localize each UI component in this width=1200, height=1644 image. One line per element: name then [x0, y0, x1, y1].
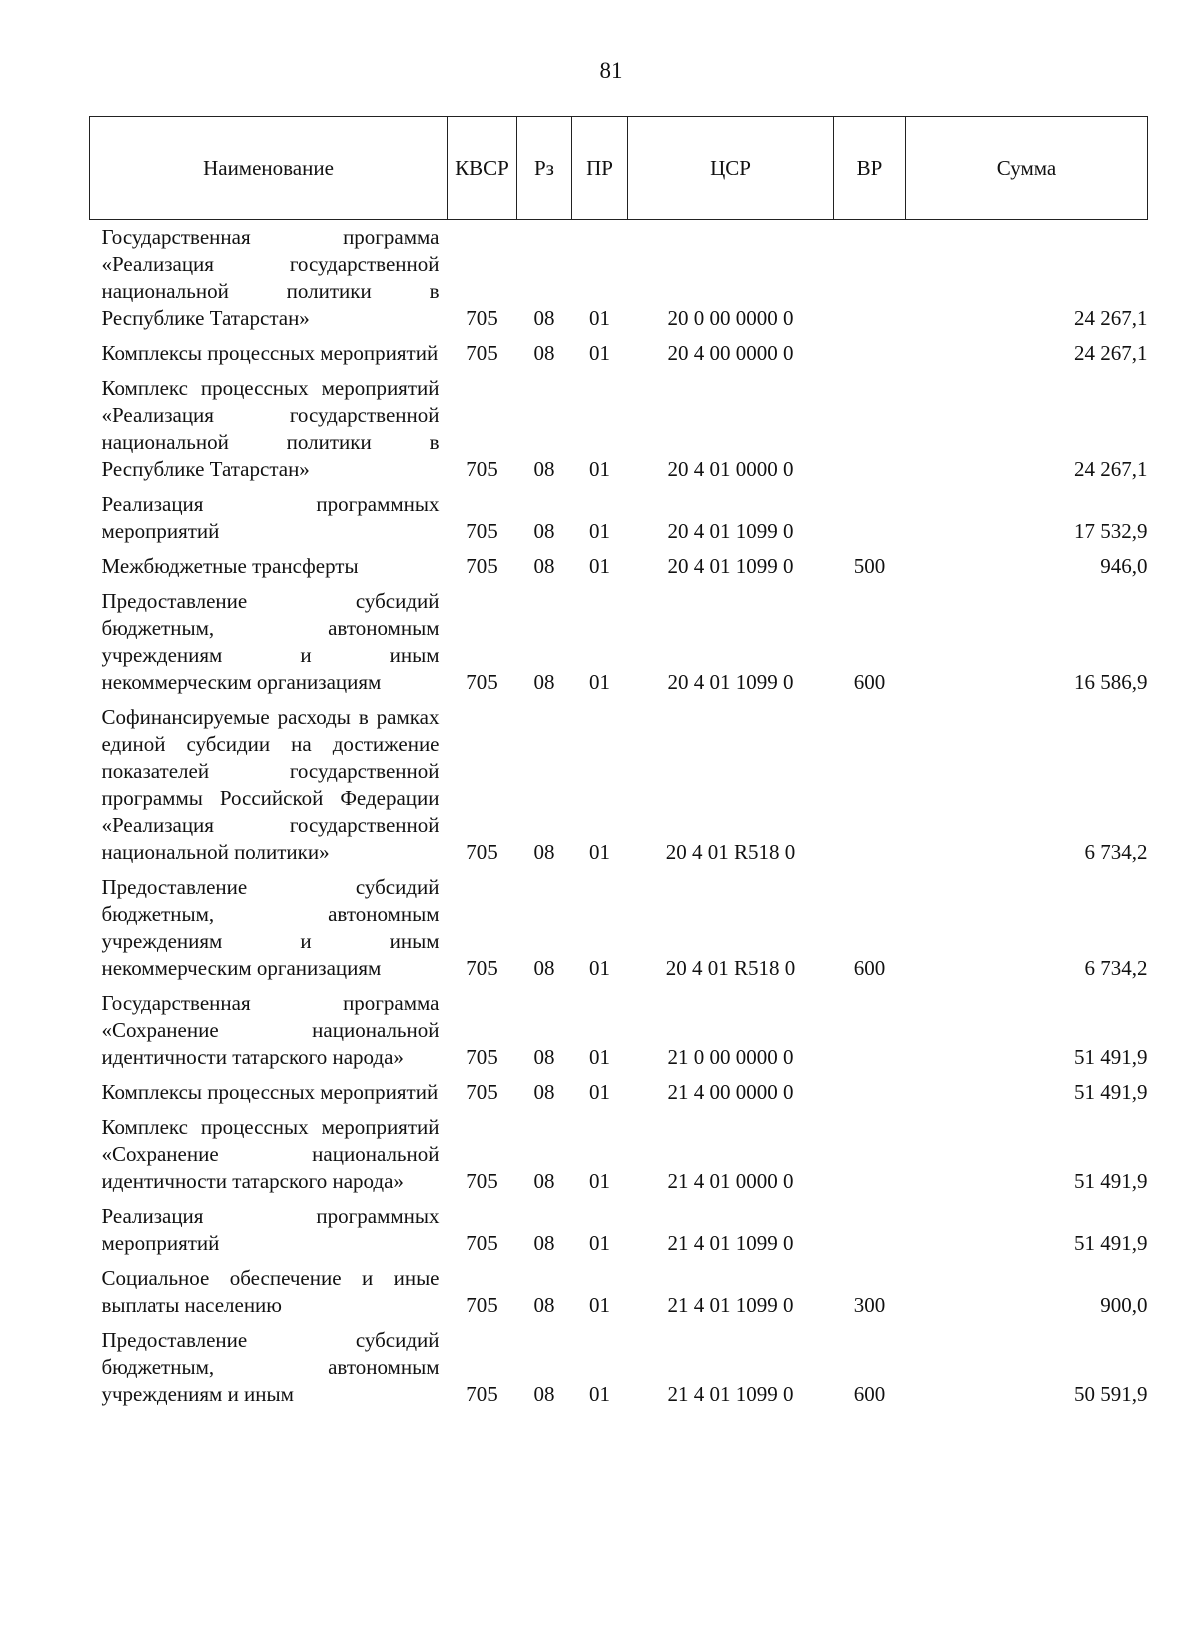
row-csr: 20 4 00 0000 0 [667, 341, 794, 365]
table-row [90, 549, 1148, 584]
row-vr: 600 [853, 1382, 886, 1406]
row-sum: 6 734,2 [1084, 956, 1148, 980]
row-sum: 51 491,9 [1074, 1080, 1148, 1104]
page-number: 81 [599, 58, 623, 83]
row-kvsr: 705 [466, 670, 498, 694]
row-rz: 08 [533, 1080, 555, 1104]
row-csr: 21 0 00 0000 0 [667, 1045, 794, 1069]
row-kvsr: 705 [466, 1169, 498, 1193]
header-vr: ВР [834, 117, 906, 220]
row-vr [834, 700, 906, 870]
row-vr [834, 487, 906, 549]
row-pr: 01 [589, 341, 610, 365]
row-kvsr: 705 [466, 1231, 498, 1255]
row-csr: 21 4 01 1099 0 [667, 1293, 794, 1317]
header-rz: Рз [517, 117, 572, 220]
row-sum: 24 267,1 [1074, 457, 1148, 481]
row-pr: 01 [589, 306, 610, 330]
row-kvsr: 705 [466, 457, 498, 481]
row-rz: 08 [533, 1231, 555, 1255]
row-pr: 01 [589, 519, 610, 543]
row-sum: 51 491,9 [1074, 1169, 1148, 1193]
row-kvsr: 705 [466, 306, 498, 330]
row-name: Государственная программа «Сохранение национальной идентичности татарского народа» [101, 991, 440, 1069]
row-name: Софинансируемые расходы в рамках единой субсидии на достижение показателей государственной программы Российской Федерации «Реализация государственной национальной политики» [101, 705, 440, 864]
table-row [90, 1323, 1148, 1412]
header-csr: ЦСР [628, 117, 834, 220]
header-sum: Сумма [906, 117, 1148, 220]
table-row [90, 1110, 1148, 1199]
row-vr: 500 [853, 554, 886, 578]
row-pr: 01 [589, 1080, 610, 1104]
row-vr: 600 [853, 956, 886, 980]
row-name: Предоставление субсидий бюджетным, автономным учреждениям и иным [101, 1328, 440, 1406]
row-kvsr: 705 [466, 840, 498, 864]
table-row [90, 1075, 1148, 1110]
row-kvsr: 705 [466, 1293, 498, 1317]
row-kvsr: 705 [466, 1382, 498, 1406]
row-rz: 08 [533, 840, 555, 864]
table-row [90, 1261, 1148, 1323]
row-name: Реализация программных мероприятий [101, 1204, 440, 1255]
row-sum: 946,0 [1100, 554, 1148, 578]
row-vr [834, 1110, 906, 1199]
row-vr [834, 336, 906, 371]
row-pr: 01 [589, 1169, 610, 1193]
row-name: Реализация программных мероприятий [101, 492, 440, 543]
table-row [90, 371, 1148, 487]
table-row [90, 986, 1148, 1075]
row-kvsr: 705 [466, 1045, 498, 1069]
row-csr: 20 4 01 1099 0 [667, 554, 794, 578]
row-csr: 21 4 01 1099 0 [667, 1382, 794, 1406]
row-name: Комплекс процессных мероприятий «Реализация государственной национальной политики в Республике Татарстан» [101, 376, 440, 481]
row-sum: 17 532,9 [1074, 519, 1148, 543]
header-pr: ПР [572, 117, 628, 220]
row-vr [834, 371, 906, 487]
row-name: Государственная программа «Реализация государственной национальной политики в Республике Татарстан» [101, 225, 440, 330]
row-rz: 08 [533, 306, 555, 330]
row-rz: 08 [533, 341, 555, 365]
row-rz: 08 [533, 554, 555, 578]
row-sum: 24 267,1 [1074, 341, 1148, 365]
row-rz: 08 [533, 956, 555, 980]
row-vr: 600 [853, 670, 886, 694]
table-row [90, 487, 1148, 549]
table-row [90, 700, 1148, 870]
table-row [90, 870, 1148, 986]
row-csr: 20 4 01 0000 0 [667, 457, 794, 481]
row-csr: 20 4 01 1099 0 [667, 670, 794, 694]
row-rz: 08 [533, 670, 555, 694]
row-sum: 51 491,9 [1074, 1231, 1148, 1255]
row-name: Предоставление субсидий бюджетным, автономным учреждениям и иным некоммерческим организациям [101, 589, 440, 694]
header-name: Наименование [90, 117, 448, 220]
row-name: Предоставление субсидий бюджетным, автономным учреждениям и иным некоммерческим организациям [101, 875, 440, 980]
row-kvsr: 705 [466, 1080, 498, 1104]
row-rz: 08 [533, 1169, 555, 1193]
row-csr: 20 4 01 1099 0 [667, 519, 794, 543]
row-rz: 08 [533, 1382, 555, 1406]
row-name: Комплексы процессных мероприятий [101, 1080, 439, 1104]
row-pr: 01 [589, 554, 610, 578]
row-sum: 24 267,1 [1074, 306, 1148, 330]
table-body [90, 220, 1148, 1413]
row-sum: 6 734,2 [1084, 840, 1148, 864]
row-kvsr: 705 [466, 341, 498, 365]
row-pr: 01 [589, 457, 610, 481]
row-sum: 50 591,9 [1074, 1382, 1148, 1406]
table-header-row [90, 117, 1148, 220]
row-vr [834, 220, 906, 337]
row-pr: 01 [589, 1231, 610, 1255]
row-rz: 08 [533, 1293, 555, 1317]
row-kvsr: 705 [466, 519, 498, 543]
row-vr [834, 1075, 906, 1110]
row-vr [834, 986, 906, 1075]
row-pr: 01 [589, 840, 610, 864]
row-name: Комплексы процессных мероприятий [101, 341, 439, 365]
row-sum: 51 491,9 [1074, 1045, 1148, 1069]
table-row [90, 336, 1148, 371]
row-name: Социальное обеспечение и иные выплаты населению [101, 1266, 440, 1317]
row-csr: 20 4 01 R518 0 [665, 956, 796, 980]
row-pr: 01 [589, 1293, 610, 1317]
row-sum: 16 586,9 [1074, 670, 1148, 694]
row-pr: 01 [589, 670, 610, 694]
row-pr: 01 [589, 1045, 610, 1069]
row-name: Комплекс процессных мероприятий «Сохранение национальной идентичности татарского народа» [101, 1115, 440, 1193]
row-vr: 300 [853, 1293, 886, 1317]
row-kvsr: 705 [466, 554, 498, 578]
row-name: Межбюджетные трансферты [101, 554, 359, 578]
row-vr [834, 1199, 906, 1261]
row-rz: 08 [533, 1045, 555, 1069]
row-kvsr: 705 [466, 956, 498, 980]
row-csr: 21 4 01 1099 0 [667, 1231, 794, 1255]
row-csr: 20 0 00 0000 0 [667, 306, 794, 330]
row-rz: 08 [533, 457, 555, 481]
row-pr: 01 [589, 956, 610, 980]
table-row [90, 1199, 1148, 1261]
row-pr: 01 [589, 1382, 610, 1406]
table-row [90, 220, 1148, 337]
row-sum: 900,0 [1100, 1293, 1148, 1317]
header-kvsr: КВСР [448, 117, 517, 220]
row-rz: 08 [533, 519, 555, 543]
table-row [90, 584, 1148, 700]
row-csr: 21 4 01 0000 0 [667, 1169, 794, 1193]
row-csr: 21 4 00 0000 0 [667, 1080, 794, 1104]
row-csr: 20 4 01 R518 0 [665, 840, 796, 864]
budget-table [89, 116, 1148, 1412]
